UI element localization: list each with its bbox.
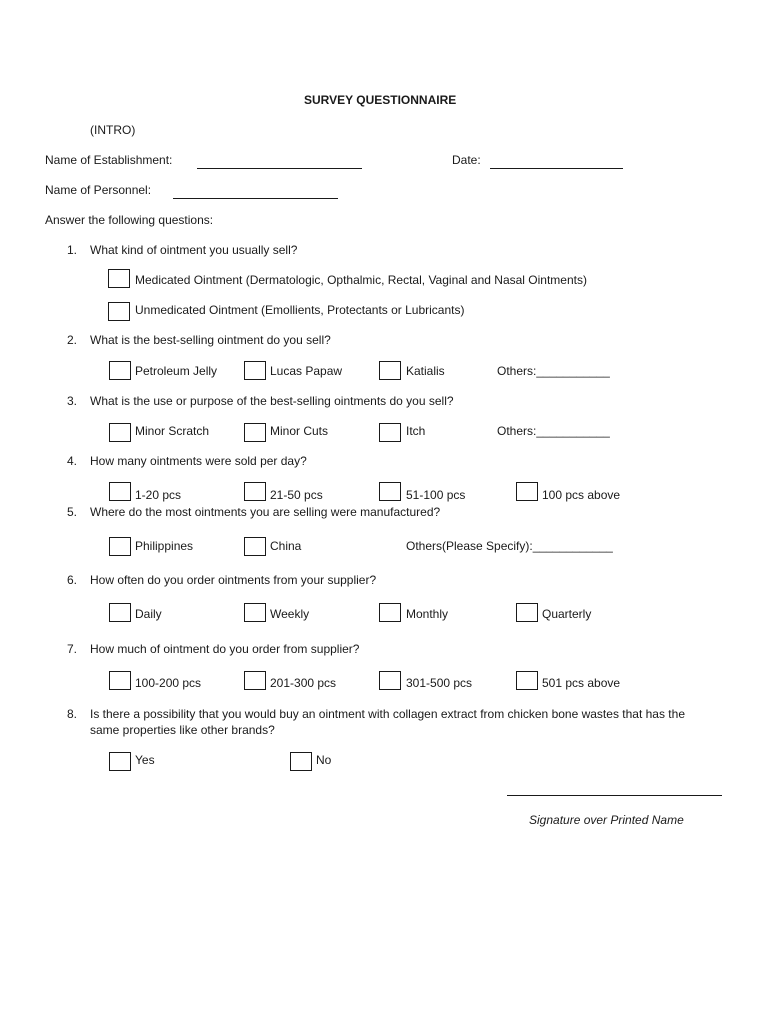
q1-unmedicated-label: Unmedicated Ointment (Emollients, Protectants or Lubricants): [135, 303, 465, 317]
q2-katialis-checkbox[interactable]: [379, 361, 401, 380]
q2-lucas-papaw-checkbox[interactable]: [244, 361, 266, 380]
q2-petroleum-jelly-label: Petroleum Jelly: [135, 364, 218, 378]
question-5-number: 5.: [67, 505, 78, 519]
page-title: SURVEY QUESTIONNAIRE: [304, 93, 457, 107]
q4-100-above-checkbox[interactable]: [516, 482, 538, 501]
question-7-number: 7.: [67, 642, 78, 656]
question-6-text: How often do you order ointments from your supplier?: [90, 573, 377, 587]
q6-weekly-label: Weekly: [270, 607, 310, 621]
q3-itch-label: Itch: [406, 424, 426, 438]
q3-minor-cuts-checkbox[interactable]: [244, 423, 266, 442]
q7-100-200-checkbox[interactable]: [109, 671, 131, 690]
q7-201-300-checkbox[interactable]: [244, 671, 266, 690]
q2-others-field[interactable]: Others:___________: [497, 364, 610, 378]
q8-yes-label: Yes: [135, 753, 155, 767]
q7-301-500-checkbox[interactable]: [379, 671, 401, 690]
question-4-text: How many ointments were sold per day?: [90, 454, 307, 468]
q4-100-above-label: 100 pcs above: [542, 488, 621, 502]
question-2-number: 2.: [67, 333, 78, 347]
q7-100-200-label: 100-200 pcs: [135, 676, 202, 690]
q2-katialis-label: Katialis: [406, 364, 445, 378]
q4-51-100-checkbox[interactable]: [379, 482, 401, 501]
q6-weekly-checkbox[interactable]: [244, 603, 266, 622]
question-8-text-line1: Is there a possibility that you would buy an ointment with collagen extract from chicken bone wastes that has the: [90, 707, 685, 721]
q4-21-50-checkbox[interactable]: [244, 482, 266, 501]
question-6-number: 6.: [67, 573, 78, 587]
personnel-label: Name of Personnel:: [45, 183, 152, 197]
q7-501-above-label: 501 pcs above: [542, 676, 621, 690]
intro-text: (INTRO): [90, 123, 136, 137]
q5-philippines-checkbox[interactable]: [109, 537, 131, 556]
q8-no-label: No: [316, 753, 332, 767]
q6-quarterly-label: Quarterly: [542, 607, 592, 621]
establishment-field[interactable]: [197, 168, 362, 169]
q5-china-label: China: [270, 539, 302, 553]
q4-21-50-label: 21-50 pcs: [270, 488, 323, 502]
q2-petroleum-jelly-checkbox[interactable]: [109, 361, 131, 380]
q1-medicated-label: Medicated Ointment (Dermatologic, Opthalmic, Rectal, Vaginal and Nasal Ointments): [135, 273, 587, 287]
q4-51-100-label: 51-100 pcs: [406, 488, 466, 502]
personnel-field[interactable]: [173, 198, 338, 199]
question-1-text: What kind of ointment you usually sell?: [90, 243, 298, 257]
q2-lucas-papaw-label: Lucas Papaw: [270, 364, 343, 378]
q7-501-above-checkbox[interactable]: [516, 671, 538, 690]
q3-minor-cuts-label: Minor Cuts: [270, 424, 329, 438]
q6-daily-checkbox[interactable]: [109, 603, 131, 622]
question-8-text-line2: same properties like other brands?: [90, 723, 275, 737]
q3-others-field[interactable]: Others:___________: [497, 424, 610, 438]
q6-quarterly-checkbox[interactable]: [516, 603, 538, 622]
establishment-label: Name of Establishment:: [45, 153, 173, 167]
instruction-text: Answer the following questions:: [45, 213, 214, 227]
q6-daily-label: Daily: [135, 607, 162, 621]
question-8-number: 8.: [67, 707, 78, 721]
q3-minor-scratch-label: Minor Scratch: [135, 424, 210, 438]
q1-medicated-checkbox[interactable]: [108, 269, 130, 288]
q4-1-20-label: 1-20 pcs: [135, 488, 182, 502]
q3-itch-checkbox[interactable]: [379, 423, 401, 442]
date-field[interactable]: [490, 168, 623, 169]
question-7-text: How much of ointment do you order from supplier?: [90, 642, 360, 656]
q4-1-20-checkbox[interactable]: [109, 482, 131, 501]
q1-unmedicated-checkbox[interactable]: [108, 302, 130, 321]
q5-china-checkbox[interactable]: [244, 537, 266, 556]
question-1-number: 1.: [67, 243, 78, 257]
question-3-text: What is the use or purpose of the best-selling ointments do you sell?: [90, 394, 454, 408]
q8-no-checkbox[interactable]: [290, 752, 312, 771]
signature-line[interactable]: [507, 795, 722, 796]
date-label: Date:: [452, 153, 481, 167]
q3-minor-scratch-checkbox[interactable]: [109, 423, 131, 442]
q7-301-500-label: 301-500 pcs: [406, 676, 473, 690]
q8-yes-checkbox[interactable]: [109, 752, 131, 771]
q5-philippines-label: Philippines: [135, 539, 194, 553]
signature-label: Signature over Printed Name: [529, 813, 684, 827]
q6-monthly-checkbox[interactable]: [379, 603, 401, 622]
q7-201-300-label: 201-300 pcs: [270, 676, 337, 690]
q5-others-field[interactable]: Others(Please Specify):____________: [406, 539, 613, 553]
q6-monthly-label: Monthly: [406, 607, 449, 621]
question-3-number: 3.: [67, 394, 78, 408]
question-2-text: What is the best-selling ointment do you sell?: [90, 333, 331, 347]
question-5-text: Where do the most ointments you are selling were manufactured?: [90, 505, 441, 519]
question-4-number: 4.: [67, 454, 78, 468]
